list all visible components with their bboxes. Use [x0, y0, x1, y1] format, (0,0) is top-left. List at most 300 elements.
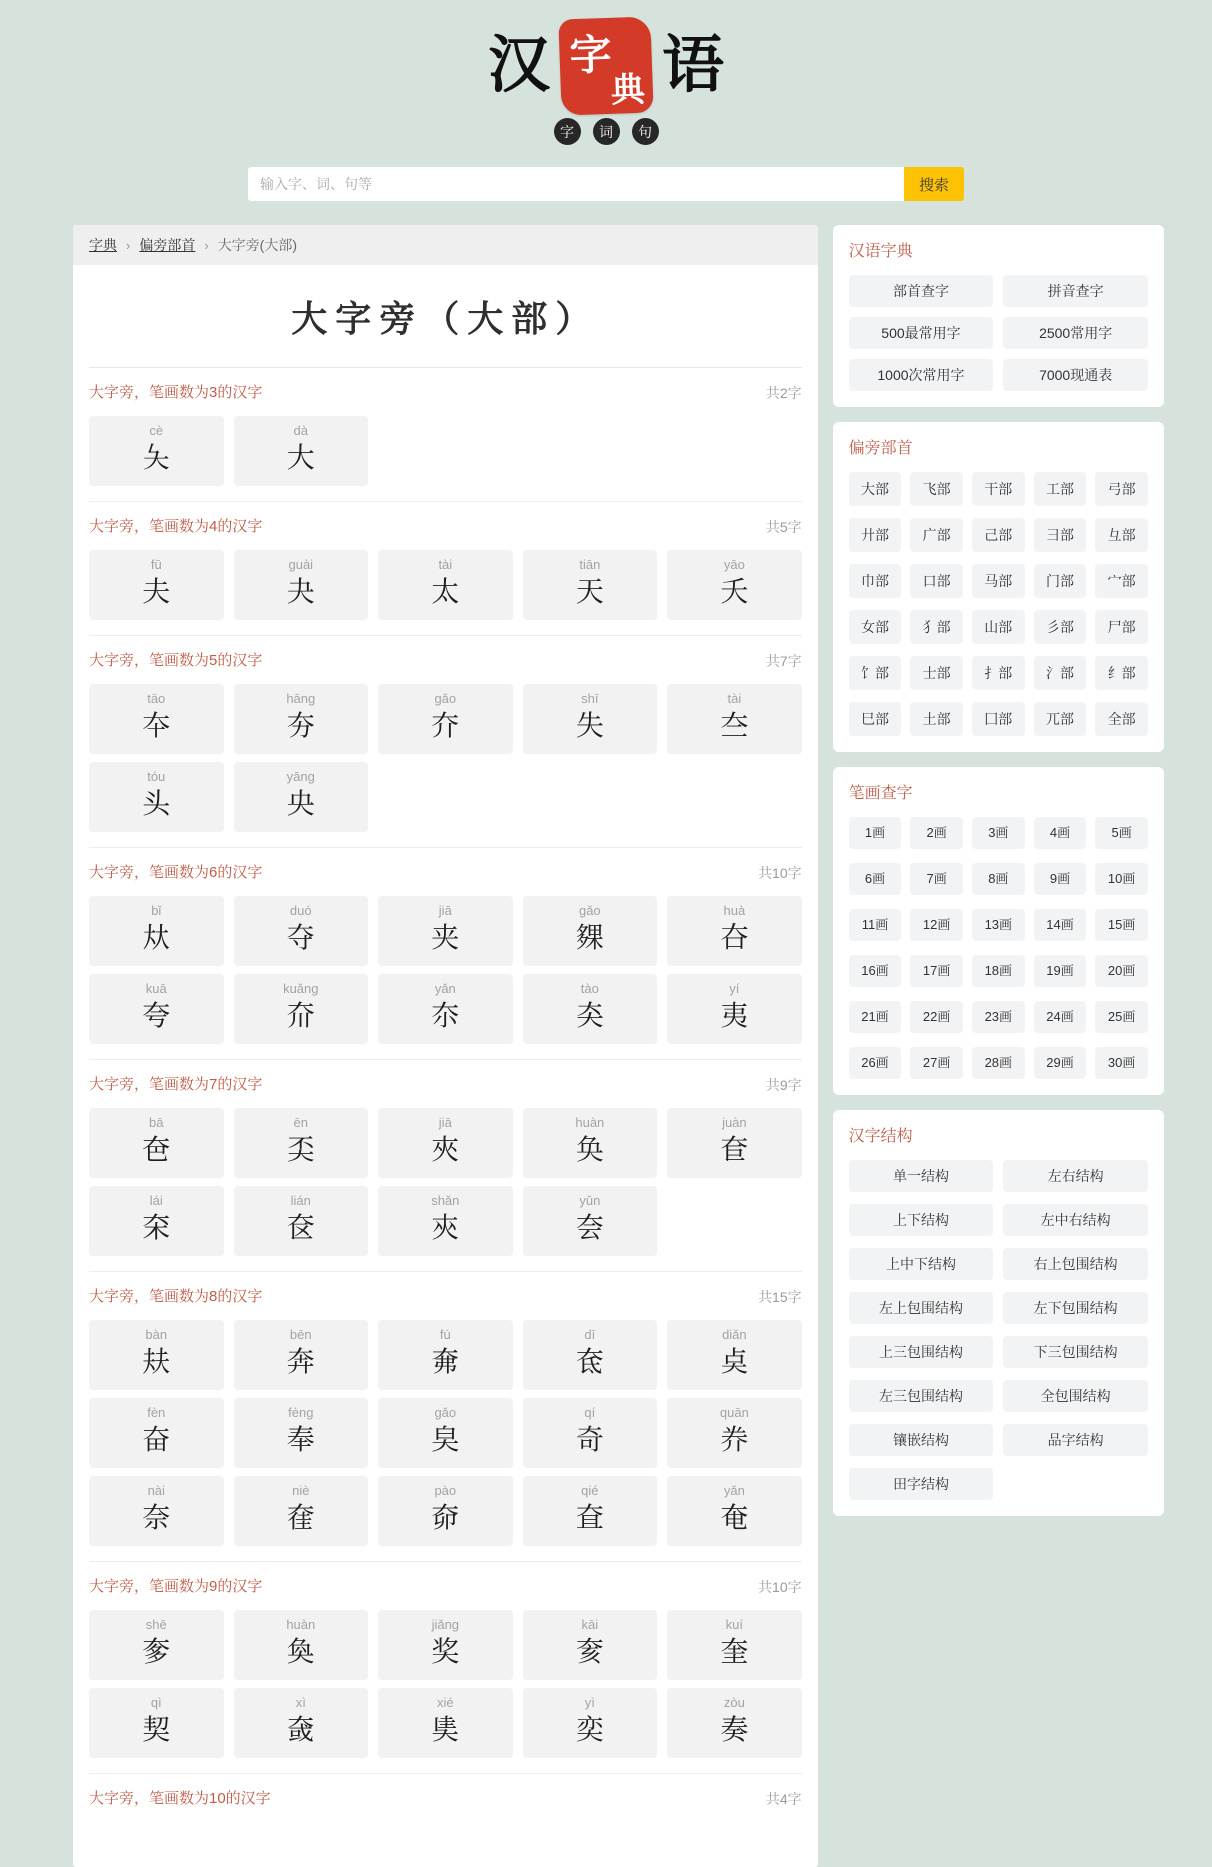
structure-button[interactable]: 镶嵌结构: [849, 1424, 994, 1456]
section-heading: 大字旁，笔画数为3的汉字: [89, 384, 263, 401]
radical-button[interactable]: 氵部: [1034, 656, 1087, 690]
radical-button[interactable]: 彡部: [1034, 610, 1087, 644]
character-pinyin: kuǎng: [283, 981, 319, 996]
character-card[interactable]: [89, 762, 224, 832]
breadcrumb-item[interactable]: [89, 235, 139, 255]
character-pinyin: ēn: [293, 1115, 309, 1130]
character-card[interactable]: [523, 1688, 658, 1758]
character-glyph: 夫: [142, 577, 171, 608]
character-pinyin: tāo: [147, 691, 166, 706]
character-card[interactable]: [378, 1320, 513, 1390]
radical-button[interactable]: 弓部: [1095, 472, 1148, 506]
character-glyph: 央: [286, 789, 315, 820]
character-pinyin: huàn: [575, 1115, 605, 1130]
character-card[interactable]: [89, 1476, 224, 1546]
structure-button[interactable]: 田字结构: [849, 1468, 994, 1500]
character-card[interactable]: [234, 974, 369, 1044]
character-glyph: 奀: [286, 1135, 315, 1166]
character-pinyin: juàn: [722, 1115, 747, 1130]
character-grid: [89, 1610, 802, 1758]
stroke-section: [89, 1272, 802, 1562]
section-count: 共5字: [765, 519, 802, 535]
stroke-count-button[interactable]: 8画: [972, 863, 1025, 895]
character-glyph: 夾: [431, 1135, 460, 1166]
character-glyph: 夬: [286, 577, 315, 608]
stroke-count-button[interactable]: 14画: [1034, 909, 1087, 941]
character-pinyin: jiā: [438, 1115, 452, 1130]
radical-button[interactable]: 门部: [1034, 564, 1087, 598]
character-glyph: 奇: [575, 1425, 604, 1456]
character-glyph: 奋: [142, 1425, 171, 1456]
character-pinyin: kuí: [725, 1617, 744, 1632]
stroke-count-button[interactable]: 13画: [972, 909, 1025, 941]
main-panel: [73, 225, 818, 1867]
radical-button[interactable]: 全部: [1095, 702, 1148, 736]
character-card[interactable]: [523, 684, 658, 754]
section-header: [89, 650, 802, 672]
search-bar: [248, 167, 964, 201]
stroke-count-button[interactable]: 11画: [849, 909, 902, 941]
radical-button[interactable]: 巳部: [849, 702, 902, 736]
character-pinyin: gǎo: [578, 903, 601, 918]
breadcrumb-separator-icon: ›: [204, 237, 209, 253]
character-glyph: 㚘: [142, 1347, 171, 1378]
character-glyph: 奂: [575, 1135, 604, 1166]
character-pinyin: tài: [438, 557, 453, 572]
character-card[interactable]: [234, 1108, 369, 1178]
breadcrumb-link[interactable]: 字典: [89, 237, 117, 253]
structure-button[interactable]: 左上包围结构: [849, 1292, 994, 1324]
section-header: [89, 1788, 802, 1810]
character-pinyin: shī: [581, 691, 599, 706]
character-pinyin: yì: [584, 1695, 595, 1710]
logo-subtitle: [0, 118, 1212, 145]
character-card[interactable]: [234, 1186, 369, 1256]
section-count: 共4字: [765, 1791, 802, 1807]
character-pinyin: bǐ: [151, 903, 162, 918]
radical-button[interactable]: 兀部: [1034, 702, 1087, 736]
structure-button[interactable]: 上中下结构: [849, 1248, 994, 1280]
structure-button[interactable]: 右上包围结构: [1003, 1248, 1148, 1280]
stroke-count-button[interactable]: 7画: [910, 863, 963, 895]
character-glyph: 夯: [286, 711, 315, 742]
character-glyph: 奔: [286, 1347, 315, 1378]
radical-button[interactable]: 廾部: [849, 518, 902, 552]
character-card[interactable]: [523, 1610, 658, 1680]
section-heading: 大字旁，笔画数为4的汉字: [89, 518, 263, 535]
breadcrumb: [73, 225, 818, 265]
structure-button[interactable]: 左三包围结构: [849, 1380, 994, 1412]
site-header: [0, 0, 1212, 201]
character-pinyin: huàn: [286, 1617, 316, 1632]
character-pinyin: pào: [434, 1483, 457, 1498]
stroke-count-button[interactable]: 17画: [910, 955, 963, 987]
character-glyph: 㚝: [286, 1503, 315, 1534]
character-card[interactable]: [523, 1398, 658, 1468]
stroke-section: [89, 368, 802, 502]
dictionary-link-button[interactable]: 1000次常用字: [849, 359, 994, 391]
character-card[interactable]: [523, 1108, 658, 1178]
section-header: [89, 862, 802, 884]
radical-button[interactable]: 纟部: [1095, 656, 1148, 690]
character-glyph: 奍: [720, 1425, 749, 1456]
character-pinyin: duó: [289, 903, 312, 918]
character-glyph: 天: [575, 577, 604, 608]
section-count: 共7字: [765, 653, 802, 669]
character-pinyin: qì: [150, 1695, 162, 1710]
stroke-section: [89, 1060, 802, 1272]
character-card[interactable]: [89, 896, 224, 966]
character-pinyin: niè: [292, 1483, 310, 1498]
character-pinyin: yāo: [723, 557, 745, 572]
character-pinyin: nài: [147, 1483, 165, 1498]
stroke-count-button[interactable]: 29画: [1034, 1047, 1087, 1079]
radical-button[interactable]: 扌部: [972, 656, 1025, 690]
content-area: [0, 225, 1212, 1867]
character-card[interactable]: [234, 1610, 369, 1680]
radical-button[interactable]: 饣部: [849, 656, 902, 690]
character-pinyin: fèng: [288, 1405, 314, 1420]
section-header: [89, 1074, 802, 1096]
character-card[interactable]: [667, 550, 802, 620]
character-pinyin: tiān: [579, 557, 601, 572]
character-card[interactable]: [234, 550, 369, 620]
character-glyph: 夭: [720, 577, 749, 608]
stroke-count-button[interactable]: 1画: [849, 817, 902, 849]
character-glyph: 夷: [720, 1001, 749, 1032]
stroke-count-button[interactable]: 22画: [910, 1001, 963, 1033]
character-pinyin: tài: [727, 691, 742, 706]
character-card[interactable]: [667, 1320, 802, 1390]
stroke-count-button[interactable]: 20画: [1095, 955, 1148, 987]
panel-structures-title: 汉字结构: [848, 1128, 913, 1145]
character-card[interactable]: [234, 416, 369, 486]
character-card[interactable]: [667, 974, 802, 1044]
character-card[interactable]: [523, 1320, 658, 1390]
character-card[interactable]: [234, 684, 369, 754]
stroke-count-button[interactable]: 15画: [1095, 909, 1148, 941]
character-glyph: 㚓: [142, 1213, 171, 1244]
panel-dictionary: [833, 225, 1164, 407]
radical-button[interactable]: 巾部: [849, 564, 902, 598]
character-card[interactable]: [378, 1108, 513, 1178]
logo-seal-char-bottom: 典: [610, 71, 646, 110]
character-glyph: 奆: [720, 1135, 749, 1166]
character-glyph: 夨: [142, 443, 171, 474]
search-button[interactable]: 搜索: [904, 167, 964, 201]
character-card[interactable]: [234, 1398, 369, 1468]
section-heading: 大字旁，笔画数为7的汉字: [89, 1076, 263, 1093]
radical-button[interactable]: 广部: [910, 518, 963, 552]
radical-button[interactable]: 山部: [972, 610, 1025, 644]
radical-button[interactable]: 尸部: [1095, 610, 1148, 644]
stroke-count-button[interactable]: 18画: [972, 955, 1025, 987]
stroke-section: [89, 848, 802, 1060]
radical-button[interactable]: 士部: [910, 656, 963, 690]
stroke-section: [89, 636, 802, 848]
character-pinyin: dī: [584, 1327, 596, 1342]
character-pinyin: zòu: [723, 1695, 745, 1710]
character-glyph: 夻: [720, 923, 749, 954]
character-card[interactable]: [378, 1688, 513, 1758]
character-grid: [89, 1108, 802, 1256]
character-card[interactable]: [667, 1108, 802, 1178]
character-pinyin: yí: [729, 981, 740, 996]
character-pinyin: gǎo: [434, 1405, 457, 1420]
character-pinyin: dà: [293, 423, 309, 438]
stroke-section: [89, 502, 802, 636]
character-pinyin: bā: [149, 1115, 164, 1130]
structure-button[interactable]: 上下结构: [849, 1204, 994, 1236]
stroke-count-button[interactable]: 6画: [849, 863, 902, 895]
site-logo[interactable]: [0, 20, 1212, 112]
panel-strokes: [833, 767, 1164, 1095]
character-card[interactable]: [89, 1688, 224, 1758]
radical-button[interactable]: 囗部: [972, 702, 1025, 736]
character-card[interactable]: [89, 1186, 224, 1256]
character-card[interactable]: [523, 896, 658, 966]
dictionary-link-button[interactable]: 部首查字: [849, 275, 994, 307]
character-glyph: 夳: [720, 711, 749, 742]
stroke-count-button[interactable]: 25画: [1095, 1001, 1148, 1033]
character-glyph: 夰: [431, 711, 460, 742]
structure-button[interactable]: 下三包围结构: [1003, 1336, 1148, 1368]
character-card[interactable]: [89, 974, 224, 1044]
radical-button[interactable]: 飞部: [910, 472, 963, 506]
radical-button[interactable]: 己部: [972, 518, 1025, 552]
radical-button[interactable]: 宀部: [1095, 564, 1148, 598]
radical-button[interactable]: 口部: [910, 564, 963, 598]
character-glyph: 㚖: [431, 1425, 460, 1456]
structure-button[interactable]: 左下包围结构: [1003, 1292, 1148, 1324]
character-pinyin: kāi: [581, 1617, 599, 1632]
stroke-links: [849, 817, 1148, 1079]
stroke-count-button[interactable]: 26画: [849, 1047, 902, 1079]
panel-strokes-title: 笔画查字: [848, 785, 913, 802]
section-heading: 大字旁，笔画数为10的汉字: [89, 1790, 271, 1807]
dictionary-link-button[interactable]: 7000现通表: [1003, 359, 1148, 391]
stroke-count-button[interactable]: 4画: [1034, 817, 1087, 849]
logo-subtitle-char: 句: [632, 118, 659, 145]
character-pinyin: bēn: [289, 1327, 312, 1342]
stroke-section: [89, 1562, 802, 1774]
character-glyph: 奐: [286, 1637, 315, 1668]
character-glyph: 夲: [142, 711, 171, 742]
section-count: 共9字: [765, 1077, 802, 1093]
logo-subtitle-char: 字: [554, 118, 581, 145]
character-glyph: 夼: [286, 1001, 315, 1032]
radical-button[interactable]: 工部: [1034, 472, 1087, 506]
dictionary-links: [849, 275, 1148, 391]
stroke-count-button[interactable]: 28画: [972, 1047, 1025, 1079]
character-card[interactable]: [667, 1610, 802, 1680]
character-pinyin: shē: [145, 1617, 167, 1632]
character-card[interactable]: [234, 1320, 369, 1390]
character-glyph: 契: [142, 1715, 171, 1746]
character-pinyin: fèn: [147, 1405, 166, 1420]
section-header: [89, 516, 802, 538]
character-card[interactable]: [234, 896, 369, 966]
logo-subtitle-char: 词: [593, 118, 620, 145]
character-pinyin: tóu: [147, 769, 166, 784]
character-pinyin: jiā: [438, 903, 452, 918]
character-pinyin: jiǎng: [431, 1617, 460, 1632]
character-glyph: 失: [575, 711, 604, 742]
radical-button[interactable]: 马部: [972, 564, 1025, 598]
dictionary-link-button[interactable]: 500最常用字: [849, 317, 994, 349]
stroke-count-button[interactable]: 3画: [972, 817, 1025, 849]
character-glyph: 奏: [720, 1715, 749, 1746]
section-header: [89, 1576, 802, 1598]
character-card[interactable]: [234, 1476, 369, 1546]
character-pinyin: diǎn: [722, 1327, 747, 1342]
stroke-count-button[interactable]: 21画: [849, 1001, 902, 1033]
character-card[interactable]: [89, 1398, 224, 1468]
character-grid: [89, 684, 802, 832]
character-pinyin: yǔn: [579, 1193, 601, 1208]
character-card[interactable]: [89, 416, 224, 486]
structure-links: [849, 1160, 1148, 1500]
logo-seal: [558, 16, 653, 115]
character-glyph: 夽: [575, 1213, 604, 1244]
character-card[interactable]: [378, 1398, 513, 1468]
section-header: [89, 1286, 802, 1308]
dictionary-link-button[interactable]: 拼音查字: [1003, 275, 1148, 307]
character-card[interactable]: [667, 896, 802, 966]
structure-button[interactable]: 品字结构: [1003, 1424, 1148, 1456]
character-card[interactable]: [89, 1320, 224, 1390]
character-card[interactable]: [667, 1476, 802, 1546]
section-heading: 大字旁，笔画数为9的汉字: [89, 1578, 263, 1595]
stroke-count-button[interactable]: 27画: [910, 1047, 963, 1079]
character-card[interactable]: [523, 1476, 658, 1546]
character-glyph: 大: [286, 443, 315, 474]
character-card[interactable]: [523, 974, 658, 1044]
character-glyph: 夶: [142, 923, 171, 954]
character-card[interactable]: [378, 1476, 513, 1546]
character-glyph: 夹: [431, 923, 460, 954]
character-card[interactable]: [89, 550, 224, 620]
stroke-section: [89, 1774, 802, 1837]
structure-button[interactable]: 上三包围结构: [849, 1336, 994, 1368]
stroke-count-button[interactable]: 12画: [910, 909, 963, 941]
character-glyph: 奖: [431, 1637, 460, 1668]
character-card[interactable]: [378, 550, 513, 620]
character-card[interactable]: [378, 1610, 513, 1680]
panel-radicals: [833, 422, 1164, 752]
character-card[interactable]: [89, 1610, 224, 1680]
stroke-count-button[interactable]: 10画: [1095, 863, 1148, 895]
structure-button[interactable]: 单一结构: [849, 1160, 994, 1192]
dictionary-link-button[interactable]: 2500常用字: [1003, 317, 1148, 349]
stroke-count-button[interactable]: 24画: [1034, 1001, 1087, 1033]
breadcrumb-item[interactable]: [218, 235, 297, 255]
character-glyph: 奈: [142, 1503, 171, 1534]
radical-button[interactable]: 犭部: [910, 610, 963, 644]
breadcrumb-item[interactable]: [139, 235, 217, 255]
section-header: [89, 382, 802, 404]
character-pinyin: kuā: [145, 981, 167, 996]
stroke-sections: [73, 368, 818, 1867]
character-card[interactable]: [667, 1688, 802, 1758]
character-card[interactable]: [378, 1186, 513, 1256]
structure-button[interactable]: 左中右结构: [1003, 1204, 1148, 1236]
character-card[interactable]: [378, 896, 513, 966]
section-count: 共15字: [758, 1289, 802, 1305]
character-card[interactable]: [89, 1108, 224, 1178]
panel-dictionary-title: 汉语字典: [848, 243, 913, 260]
stroke-count-button[interactable]: 23画: [972, 1001, 1025, 1033]
character-glyph: 奃: [575, 1347, 604, 1378]
search-input[interactable]: [248, 167, 904, 201]
breadcrumb-link[interactable]: 偏旁部首: [139, 237, 196, 253]
radical-button[interactable]: 土部: [910, 702, 963, 736]
character-glyph: 奌: [720, 1347, 749, 1378]
character-pinyin: cè: [149, 423, 164, 438]
character-glyph: 奎: [720, 1637, 749, 1668]
stroke-count-button[interactable]: 2画: [910, 817, 963, 849]
structure-button[interactable]: 左右结构: [1003, 1160, 1148, 1192]
stroke-count-button[interactable]: 19画: [1034, 955, 1087, 987]
stroke-count-button[interactable]: 9画: [1034, 863, 1087, 895]
character-pinyin: lái: [149, 1193, 163, 1208]
character-pinyin: tào: [580, 981, 599, 996]
section-heading: 大字旁，笔画数为6的汉字: [89, 864, 263, 881]
character-glyph: 夿: [142, 1135, 171, 1166]
panel-radicals-title: 偏旁部首: [848, 440, 913, 457]
character-glyph: 夵: [431, 1001, 460, 1032]
character-pinyin: shǎn: [431, 1193, 460, 1208]
character-glyph: 㚐: [575, 1001, 604, 1032]
radical-button[interactable]: 彑部: [1095, 518, 1148, 552]
character-glyph: 奉: [286, 1425, 315, 1456]
character-card[interactable]: [234, 1688, 369, 1758]
character-card[interactable]: [667, 1398, 802, 1468]
character-pinyin: lián: [290, 1193, 311, 1208]
character-pinyin: fú: [439, 1327, 451, 1342]
character-glyph: 㚒: [431, 1213, 460, 1244]
stroke-count-button[interactable]: 30画: [1095, 1047, 1148, 1079]
character-pinyin: gǎo: [434, 691, 457, 706]
character-card[interactable]: [89, 684, 224, 754]
breadcrumb-link[interactable]: 大字旁(大部): [217, 237, 298, 253]
character-card[interactable]: [378, 974, 513, 1044]
character-glyph: 㚜: [286, 1715, 315, 1746]
stroke-count-button[interactable]: 5画: [1095, 817, 1148, 849]
character-card[interactable]: [234, 762, 369, 832]
radical-button[interactable]: 大部: [849, 472, 902, 506]
character-glyph: 奁: [286, 1213, 315, 1244]
character-pinyin: qí: [584, 1405, 596, 1420]
radical-button[interactable]: 女部: [849, 610, 902, 644]
radical-button[interactable]: 干部: [972, 472, 1025, 506]
character-card[interactable]: [378, 684, 513, 754]
character-card[interactable]: [667, 684, 802, 754]
structure-button[interactable]: 全包围结构: [1003, 1380, 1148, 1412]
character-pinyin: yǎn: [434, 981, 456, 996]
page-title: 大字旁（大部）: [291, 299, 600, 339]
logo-char-right: 语: [662, 32, 725, 100]
character-card[interactable]: [523, 1186, 658, 1256]
radical-links: [849, 472, 1148, 736]
character-glyph: 奅: [431, 1503, 460, 1534]
character-glyph: 奊: [431, 1715, 460, 1746]
radical-button[interactable]: 彐部: [1034, 518, 1087, 552]
character-card[interactable]: [523, 550, 658, 620]
character-grid: [89, 896, 802, 1044]
stroke-count-button[interactable]: 16画: [849, 955, 902, 987]
character-pinyin: yāng: [286, 769, 315, 784]
